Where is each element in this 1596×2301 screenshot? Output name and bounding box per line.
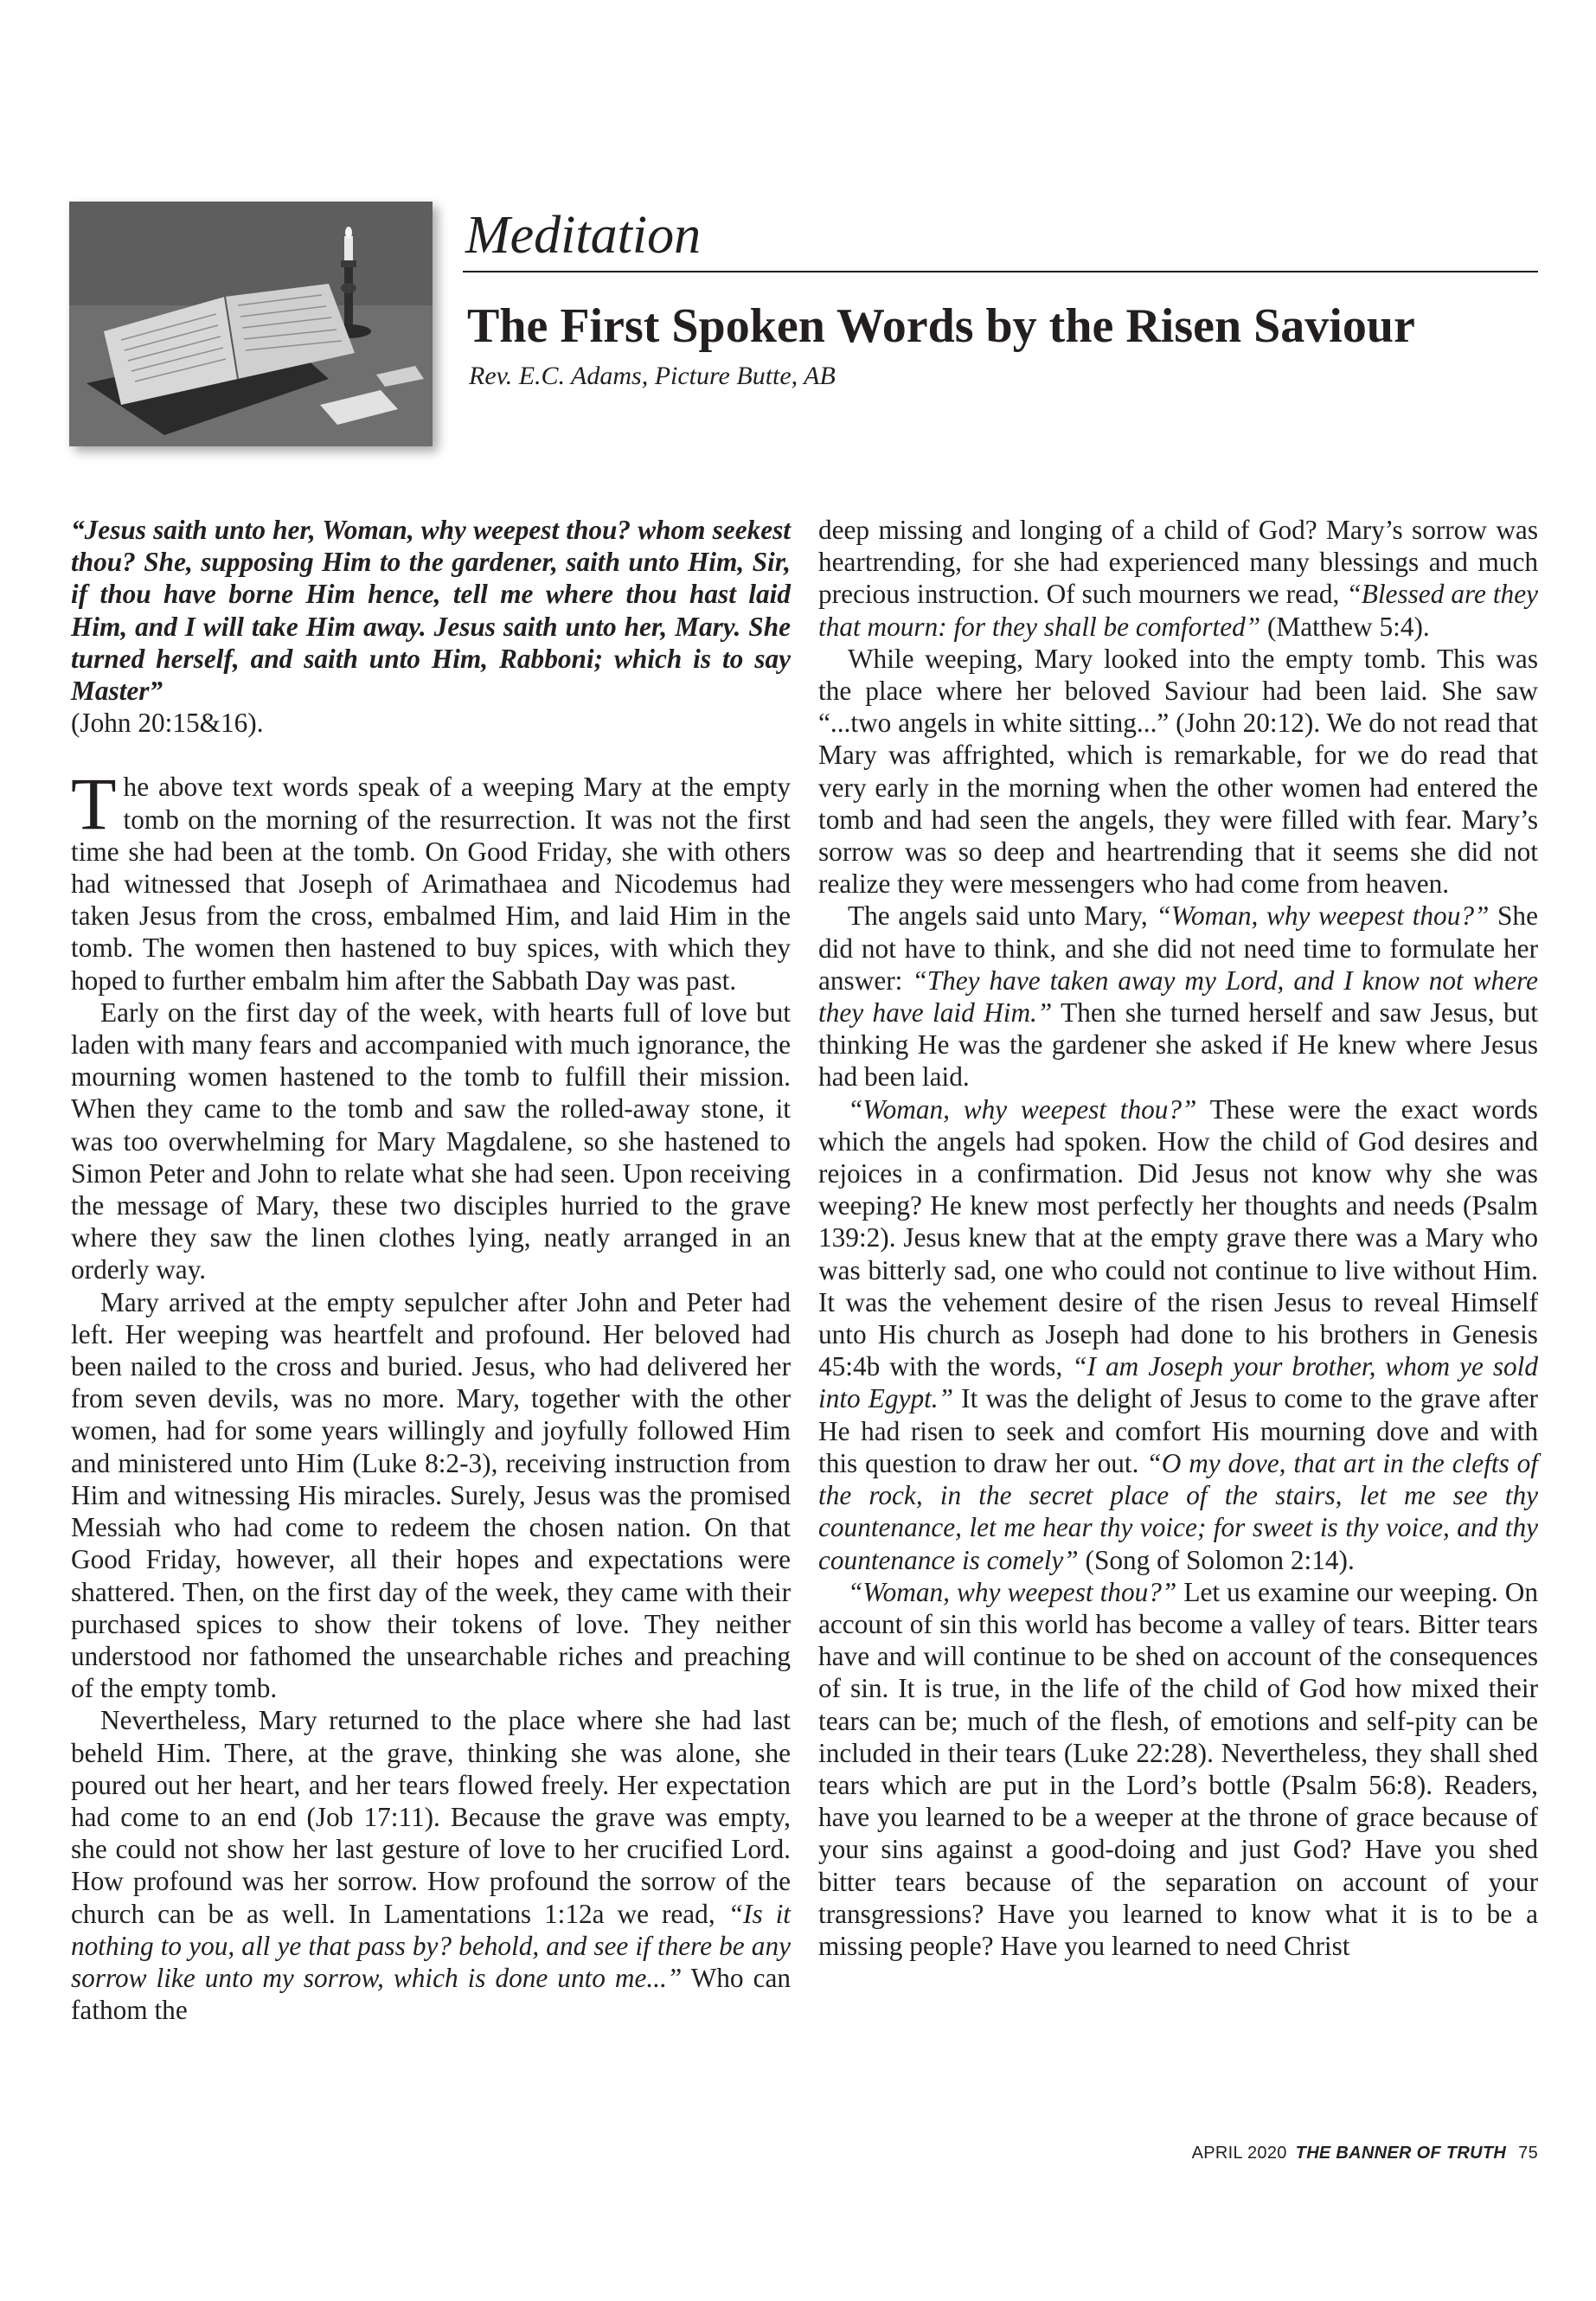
paragraph-2: Early on the first day of the week, with hearts full of love but laden with many fears and accompanied with much ignorance, the mourning women hastened to the tomb to fulfill their mission. When they came to the tomb and saw the rolled-away stone, it was too overwhelming for Mary Magdalene, so she hastened to Simon Peter and John to relate what she had seen. Upon receiving the message of Mary, these two disciples hurried to the grave where they saw the linen clothes lying, neatly arranged in an orderly way. bbox=[71, 997, 791, 1285]
magazine-name: THE BANNER OF TRUTH bbox=[1295, 2144, 1507, 2163]
paragraph-5 bbox=[818, 514, 1538, 643]
open-bible-candle-picture bbox=[69, 202, 433, 446]
paragraph-9 bbox=[818, 1576, 1538, 1962]
paragraph-9-text: Let us examine our weeping. On account of sin this world has become a valley of tears. Bitter tears have and will continue to be shed on account of the consequences of sin. It is true, in the life of the child of God how mixed their tears can be; much of the flesh, of emotions and self-pity can be included in their tears (Luke 22:28). Nevertheless, they shall shed tears which are put in the Lord’s bottle (Psalm 56:8). Readers, have you learned to be a weeper at the throne of grace because of your sins against a good-doing and just God? Have you shed bitter tears because of the separation on account of your transgressions? Have you learned to know what it is to be a missing people? Have you learned to need Christ bbox=[818, 1576, 1538, 1961]
open-bible-candle-icon bbox=[69, 202, 433, 446]
paragraph-8-text-a: These were the exact words which the angels had spoken. How the child of God desires and rejoices in a confirmation. Did Jesus not know why she was weeping? He knew most perfectly her thoughts and needs (Psalm 139:2). Jesus knew that at the empty grave there was a Mary who was bitterly sad, one who could not continue to live without Him. It was the vehement desire of the risen Jesus to reveal Himself unto His church as Joseph had done to his brothers in Genesis 45:4b with the words, bbox=[818, 1093, 1538, 1382]
scripture-reference: (John 20:15&16). bbox=[71, 708, 264, 739]
paragraph-8-text-b: It was the delight of Jesus to come to the grave after He had risen to seek and comfort His mourning dove and with this question to draw her out. bbox=[818, 1383, 1538, 1478]
right-column bbox=[818, 514, 1538, 1962]
joseph-quote: “I am Joseph your brother, whom ye sold into Egypt.” bbox=[818, 1351, 1538, 1414]
paragraph-4-text-b: Who can fathom the bbox=[71, 1962, 791, 2026]
mary-answer-quote: “They have taken away my Lord, and I know not where they have laid Him.” bbox=[818, 965, 1539, 1029]
paragraph-5-text-a: deep missing and longing of a child of God? Mary’s sorrow was heartrending, for she had experienced many blessings and much precious instruction. Of such mourners we read, bbox=[818, 515, 1538, 610]
title-rule bbox=[463, 271, 1538, 272]
paragraph-1-text: he above text words speak of a weeping Mary at the empty tomb on the morning of the resurrection. It was not the first time she had been at the tomb. On Good Friday, she with others had witnessed that Joseph of Arimathaea and Nicodemus had taken Jesus from the cross, embalmed Him, and laid Him in the tomb. The women then hastened to buy spices, with which they hoped to further embalm him after the Sabbath Day was past. bbox=[71, 772, 791, 996]
page-footer bbox=[865, 2144, 1538, 2163]
paragraph-4 bbox=[71, 1704, 791, 2026]
woman-quote-1: “Woman, why weepest thou?” bbox=[848, 1093, 1197, 1125]
matthew-quote: “Blessed are they that mourn: for they shall be comforted” bbox=[818, 579, 1538, 642]
paragraph-6: While weeping, Mary looked into the empty tomb. This was the place where her beloved Saviour had been laid. She saw “...two angels in white sitting...” (John 20:12). We do not read that Mary was affrighted, which is remarkable, for we do read that very early in the morning when the other women had entered the tomb and had seen the angels, they were filled with fear. Mary’s sorrow was so deep and heartrending that it seems she did not realize they were messengers who had come from heaven. bbox=[818, 643, 1538, 900]
section-title: Meditation bbox=[465, 206, 702, 265]
woman-quote-2: “Woman, why weepest thou?” bbox=[848, 1576, 1177, 1607]
paragraph-7-text-c: Then she turned herself and saw Jesus, but thinking He was the gardener she asked if He knew where Jesus had been laid. bbox=[818, 997, 1538, 1093]
paragraph-4-text-a: Nevertheless, Mary returned to the place where she had last beheld Him. There, at the grave, thinking she was alone, she poured out her heart, and her tears flowed freely. Her expectation had come to an end (Job 17:11). Because the grave was empty, she could not show her last gesture of love to her crucified Lord. How profound was her sorrow. How profound the sorrow of the church can be as well. In Lamentations 1:12a we read, bbox=[71, 1705, 791, 1929]
article-title: The First Spoken Words by the Risen Saviour bbox=[467, 299, 1415, 353]
paragraph-5-text-b: (Matthew 5:4). bbox=[1260, 611, 1430, 642]
page-number: 75 bbox=[1518, 2144, 1538, 2163]
issue-date: APRIL 2020 bbox=[1191, 2144, 1287, 2163]
left-column bbox=[71, 514, 791, 2026]
paragraph-8 bbox=[818, 1093, 1538, 1576]
drop-cap: T bbox=[71, 762, 117, 846]
paragraph-7 bbox=[818, 900, 1538, 1093]
paragraph-3: Mary arrived at the empty sepulcher after John and Peter had left. Her weeping was heartfelt and profound. Her beloved had been nailed to the cross and buried. Jesus, who had delivered her from seven devils, was no more. Mary, together with the other women, had for some years willingly and joyfully followed Him and ministered unto Him (Luke 8:2-3), receiving instruction from Him and witnessing His miracles. Surely, Jesus was the promised Messiah who had come to redeem the chosen nation. On that Good Friday, however, all their hopes and expectations were shattered. Then, on the first day of the week, they came with their purchased spices to show their tokens of love. They neither understood nor fathomed the unsearchable riches and preaching of the empty tomb. bbox=[71, 1286, 791, 1704]
angels-quote: “Woman, why weepest thou?” bbox=[1156, 901, 1490, 932]
lamentations-quote: “Is it nothing to you, all ye that pass by? behold, and see if there be any sorrow like unto my sorrow, which is done unto me...” bbox=[71, 1898, 791, 1993]
song-of-solomon-quote: “O my dove, that art in the clefts of the rock, in the secret place of the stairs, let me see thy countenance, let me hear thy voice; for sweet is thy voice, and thy countenance is comely” bbox=[818, 1447, 1538, 1575]
paragraph-7-text-a: The angels said unto Mary, bbox=[848, 901, 1157, 932]
paragraph-7-text-b: She did not have to think, and she did not need time to formulate her answer: bbox=[818, 901, 1538, 996]
paragraph-8-text-c: (Song of Solomon 2:14). bbox=[1078, 1544, 1355, 1575]
byline: Rev. E.C. Adams, Picture Butte, AB bbox=[469, 362, 836, 390]
paragraph-1 bbox=[71, 762, 791, 996]
scripture-quote: “Jesus saith unto her, Woman, why weepest thou? whom seekest thou? She, supposing Him to the gardener, saith unto Him, Sir, if thou have borne Him hence, tell me where thou hast laid Him, and I will take Him away. Jesus saith unto her, Mary. She turned herself, and saith unto Him, Rabboni; which is to say Master” bbox=[71, 515, 791, 707]
